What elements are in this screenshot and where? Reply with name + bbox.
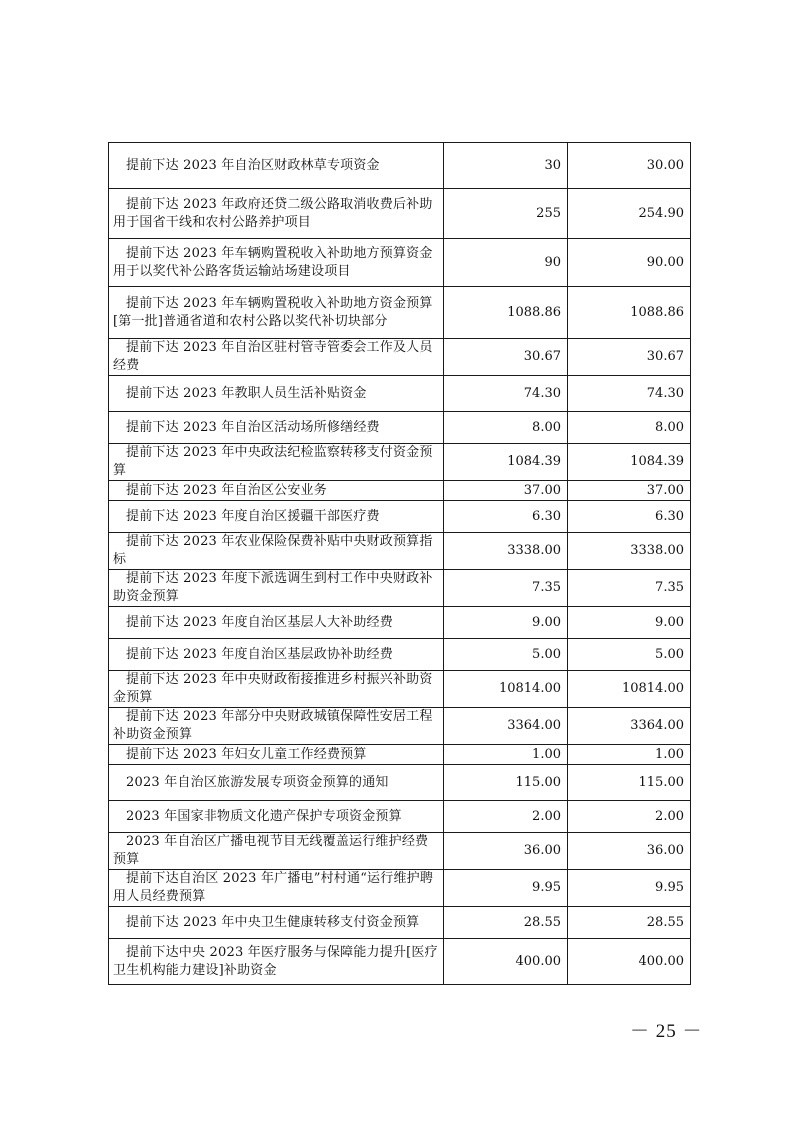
fund-name-cell: 提前下达 2023 年妇女儿童工作经费预算 [109, 745, 444, 765]
fund-name-cell: 提前下达 2023 年自治区驻村管寺管委会工作及人员经费 [109, 339, 444, 376]
actual-amount-cell: 90.00 [568, 239, 691, 287]
budget-amount-cell: 9.00 [444, 607, 568, 639]
table-row [109, 671, 691, 708]
budget-amount-cell: 1.00 [444, 745, 568, 765]
table-row [109, 870, 691, 907]
fund-name-cell: 提前下达 2023 年中央政法纪检监察转移支付资金预算 [109, 444, 444, 481]
table-row [109, 939, 691, 985]
fund-name-cell: 提前下达 2023 年自治区活动场所修缮经费 [109, 412, 444, 444]
actual-amount-cell: 3338.00 [568, 533, 691, 570]
fund-name-cell: 提前下达 2023 年度自治区基层政协补助经费 [109, 639, 444, 671]
fund-name-cell: 提前下达自治区 2023 年广播电”村村通“运行维护聘用人员经费预算 [109, 870, 444, 907]
fund-name-cell: 提前下达 2023 年中央卫生健康转移支付资金预算 [109, 907, 444, 939]
fund-name-cell: 2023 年自治区旅游发展专项资金预算的通知 [109, 765, 444, 801]
actual-amount-cell: 1084.39 [568, 444, 691, 481]
actual-amount-cell: 9.95 [568, 870, 691, 907]
funds-table-body [109, 143, 691, 985]
table-row [109, 708, 691, 745]
budget-amount-cell: 400.00 [444, 939, 568, 985]
fund-name-cell: 提前下达 2023 年自治区财政林草专项资金 [109, 143, 444, 189]
actual-amount-cell: 28.55 [568, 907, 691, 939]
actual-amount-cell: 6.30 [568, 501, 691, 533]
table-row [109, 639, 691, 671]
table-row [109, 765, 691, 801]
fund-name-cell: 提前下达 2023 年度下派选调生到村工作中央财政补助资金预算 [109, 570, 444, 607]
table-row [109, 287, 691, 339]
fund-name-cell: 提前下达 2023 年教职人员生活补贴资金 [109, 376, 444, 412]
table-row [109, 801, 691, 833]
budget-amount-cell: 74.30 [444, 376, 568, 412]
table-row [109, 444, 691, 481]
budget-amount-cell: 36.00 [444, 833, 568, 870]
actual-amount-cell: 37.00 [568, 481, 691, 501]
budget-amount-cell: 115.00 [444, 765, 568, 801]
fund-name-cell: 提前下达 2023 年政府还贷二级公路取消收费后补助用于国省干线和农村公路养护项目 [109, 189, 444, 239]
actual-amount-cell: 115.00 [568, 765, 691, 801]
actual-amount-cell: 74.30 [568, 376, 691, 412]
budget-amount-cell: 2.00 [444, 801, 568, 833]
table-row [109, 239, 691, 287]
fund-name-cell: 提前下达 2023 年中央财政衔接推进乡村振兴补助资金预算 [109, 671, 444, 708]
table-row [109, 481, 691, 501]
budget-amount-cell: 1088.86 [444, 287, 568, 339]
budget-amount-cell: 7.35 [444, 570, 568, 607]
budget-amount-cell: 30 [444, 143, 568, 189]
budget-amount-cell: 8.00 [444, 412, 568, 444]
fund-name-cell: 提前下达 2023 年部分中央财政城镇保障性安居工程补助资金预算 [109, 708, 444, 745]
actual-amount-cell: 30.67 [568, 339, 691, 376]
table-row [109, 907, 691, 939]
table-row [109, 339, 691, 376]
budget-amount-cell: 28.55 [444, 907, 568, 939]
fund-name-cell: 2023 年国家非物质文化遗产保护专项资金预算 [109, 801, 444, 833]
budget-amount-cell: 10814.00 [444, 671, 568, 708]
budget-amount-cell: 255 [444, 189, 568, 239]
budget-amount-cell: 1084.39 [444, 444, 568, 481]
actual-amount-cell: 8.00 [568, 412, 691, 444]
table-row [109, 745, 691, 765]
table-row [109, 570, 691, 607]
budget-amount-cell: 90 [444, 239, 568, 287]
table-row [109, 376, 691, 412]
actual-amount-cell: 400.00 [568, 939, 691, 985]
actual-amount-cell: 5.00 [568, 639, 691, 671]
fund-name-cell: 提前下达 2023 年度自治区基层人大补助经费 [109, 607, 444, 639]
fund-name-cell: 提前下达 2023 年农业保险保费补贴中央财政预算指标 [109, 533, 444, 570]
table-row [109, 833, 691, 870]
budget-amount-cell: 37.00 [444, 481, 568, 501]
actual-amount-cell: 9.00 [568, 607, 691, 639]
funds-table [108, 142, 691, 985]
actual-amount-cell: 7.35 [568, 570, 691, 607]
table-row [109, 412, 691, 444]
actual-amount-cell: 1088.86 [568, 287, 691, 339]
fund-name-cell: 提前下达 2023 年车辆购置税收入补助地方资金预算[第一批]普通省道和农村公路以奖代补切块部分 [109, 287, 444, 339]
table-row [109, 607, 691, 639]
table-row [109, 143, 691, 189]
budget-amount-cell: 9.95 [444, 870, 568, 907]
budget-amount-cell: 30.67 [444, 339, 568, 376]
table-row [109, 501, 691, 533]
fund-name-cell: 提前下达中央 2023 年医疗服务与保障能力提升[医疗卫生机构能力建设]补助资金 [109, 939, 444, 985]
budget-amount-cell: 5.00 [444, 639, 568, 671]
fund-name-cell: 提前下达 2023 年车辆购置税收入补助地方预算资金用于以奖代补公路客货运输站场建设项目 [109, 239, 444, 287]
fund-name-cell: 提前下达 2023 年度自治区援疆干部医疗费 [109, 501, 444, 533]
actual-amount-cell: 10814.00 [568, 671, 691, 708]
table-row [109, 189, 691, 239]
budget-amount-cell: 3338.00 [444, 533, 568, 570]
actual-amount-cell: 254.90 [568, 189, 691, 239]
budget-amount-cell: 3364.00 [444, 708, 568, 745]
actual-amount-cell: 1.00 [568, 745, 691, 765]
actual-amount-cell: 2.00 [568, 801, 691, 833]
table-row [109, 533, 691, 570]
page-number: － 25 － [630, 1021, 703, 1042]
actual-amount-cell: 36.00 [568, 833, 691, 870]
fund-name-cell: 2023 年自治区广播电视节目无线覆盖运行维护经费预算 [109, 833, 444, 870]
fund-name-cell: 提前下达 2023 年自治区公安业务 [109, 481, 444, 501]
actual-amount-cell: 3364.00 [568, 708, 691, 745]
actual-amount-cell: 30.00 [568, 143, 691, 189]
budget-amount-cell: 6.30 [444, 501, 568, 533]
